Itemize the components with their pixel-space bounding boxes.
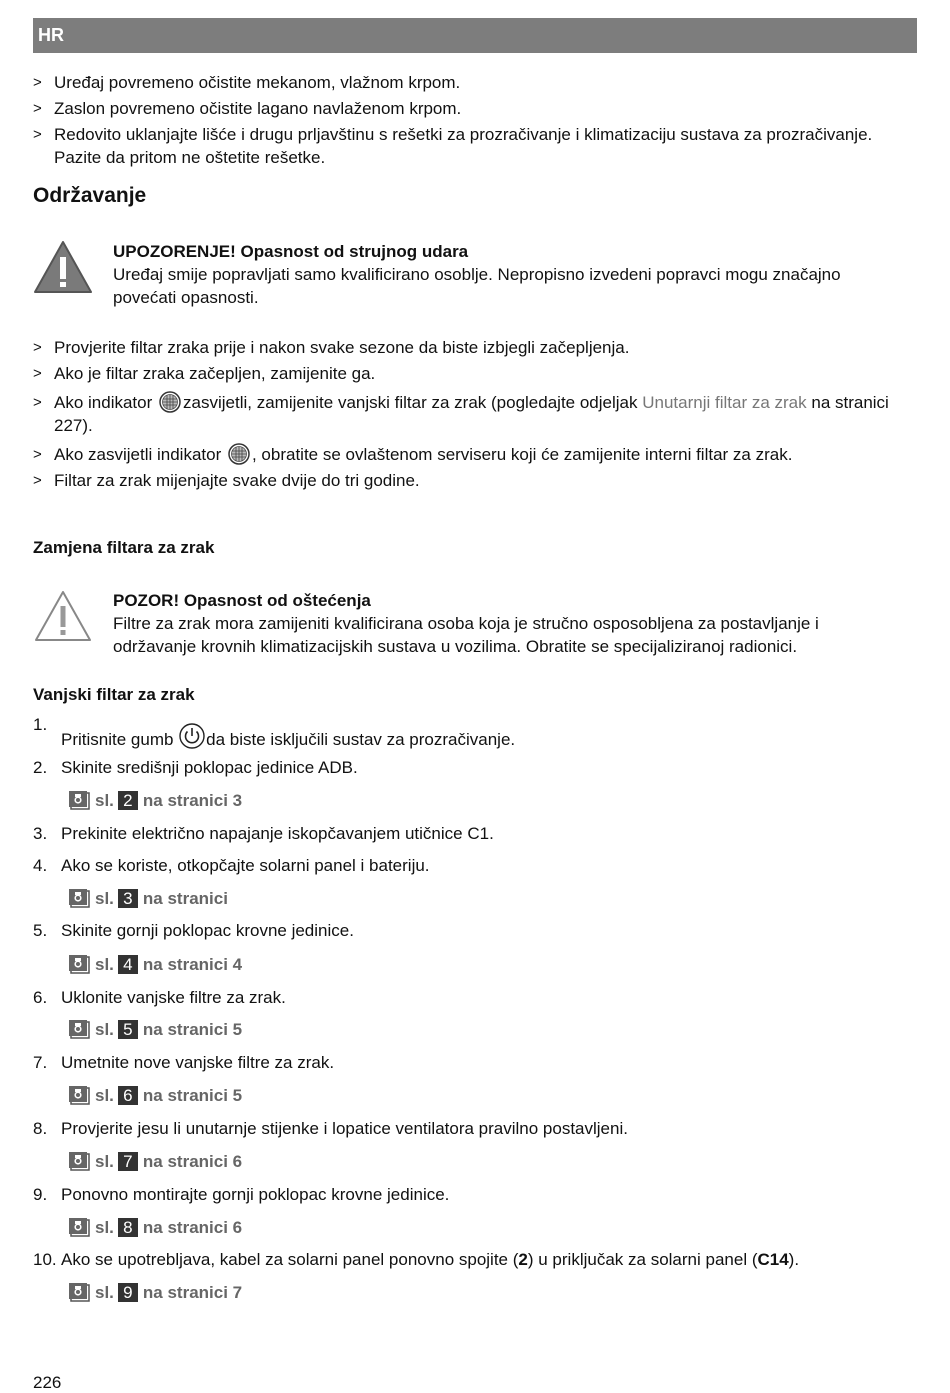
camera-icon <box>68 1217 90 1237</box>
list-item: > Zaslon povremeno očistite lagano navlaženom krpom. <box>33 99 462 118</box>
warning-text: Uređaj smije popravljati samo kvalificirano osoblje. Nepropisno izvedeni popravci mogu značajno povećati opasnosti. <box>113 265 841 307</box>
caution-text: Filtre za zrak mora zamijeniti kvalificirana osoba koja je stručno osposobljena za postavljanje i održavanje krovnih klimatizacijskih sustava u vozilima. Obratite se specijaliziranoj radionici. <box>113 614 819 656</box>
chevron-right-icon: > <box>33 100 42 117</box>
filter-indicator-icon <box>228 443 250 465</box>
camera-icon <box>68 1282 90 1302</box>
section-title-maintenance: Održavanje <box>33 184 147 207</box>
figure-reference[interactable]: sl. 9 na stranici 7 <box>68 1281 242 1305</box>
warning-triangle-icon <box>33 240 93 294</box>
chevron-right-icon: > <box>33 446 42 463</box>
language-code: HR <box>38 25 64 45</box>
list-item: > Ako zasvijetli indikator , obratite se ovlaštenom serviseru koji će zamijenite interni filtar za zrak. <box>33 445 793 464</box>
list-item: > Ako indikator zasvijetli, zamijenite vanjski filtar za zrak (pogledajte odjeljak Unutarnji filtar za zrak na stranici 227). <box>33 393 889 435</box>
chevron-right-icon: > <box>33 472 42 489</box>
list-item: > Uređaj povremeno očistite mekanom, vlažnom krpom. <box>33 73 461 92</box>
list-item: > Redovito uklanjajte lišće i drugu prljavštinu s rešetki za prozračivanje i klimatizaciju sustava za prozračivanje. Pazite da pritom ne oštetite rešetke. <box>33 125 873 167</box>
caution-title: POZOR! Opasnost od oštećenja <box>113 591 371 610</box>
figure-reference[interactable]: sl. 2 na stranici 3 <box>68 789 242 813</box>
camera-icon <box>68 1151 90 1171</box>
maintenance-list <box>33 336 917 495</box>
figure-reference[interactable]: sl. 3 na stranici <box>68 887 228 911</box>
camera-icon <box>68 1019 90 1039</box>
section-title-outer-filter: Vanjski filtar za zrak <box>33 685 195 704</box>
section-title-filter-replacement: Zamjena filtara za zrak <box>33 538 215 557</box>
warning-title: UPOZORENJE! Opasnost od strujnog udara <box>113 242 469 261</box>
chevron-right-icon: > <box>33 339 42 356</box>
figure-reference[interactable]: sl. 5 na stranici 5 <box>68 1018 242 1042</box>
figure-reference[interactable]: sl. 8 na stranici 6 <box>68 1216 242 1240</box>
chevron-right-icon: > <box>33 365 42 382</box>
figure-reference[interactable]: sl. 4 na stranici 4 <box>68 953 242 977</box>
camera-icon <box>68 790 90 810</box>
caution-damage <box>33 589 917 669</box>
chevron-right-icon: > <box>33 74 42 91</box>
figure-reference[interactable]: sl. 6 na stranici 5 <box>68 1084 242 1108</box>
filter-indicator-icon <box>159 391 181 413</box>
chevron-right-icon: > <box>33 126 42 143</box>
warning-electric-shock <box>33 240 917 320</box>
chevron-right-icon: > <box>33 394 42 411</box>
link-internal-filter[interactable]: Unutarnji filtar za zrak <box>642 393 807 412</box>
caution-triangle-icon <box>33 589 93 643</box>
camera-icon <box>68 954 90 974</box>
power-icon <box>179 723 205 749</box>
list-item: > Ako je filtar zraka začepljen, zamijenite ga. <box>33 364 376 383</box>
language-header-bar <box>33 18 917 53</box>
list-item: > Filtar za zrak mijenjajte svake dvije do tri godine. <box>33 471 420 490</box>
page-number: 226 <box>33 1373 62 1392</box>
camera-icon <box>68 888 90 908</box>
figure-reference[interactable]: sl. 7 na stranici 6 <box>68 1150 242 1174</box>
list-item: > Provjerite filtar zraka prije i nakon svake sezone da biste izbjegli začepljenja. <box>33 338 630 357</box>
camera-icon <box>68 1085 90 1105</box>
cleaning-list <box>33 71 917 172</box>
